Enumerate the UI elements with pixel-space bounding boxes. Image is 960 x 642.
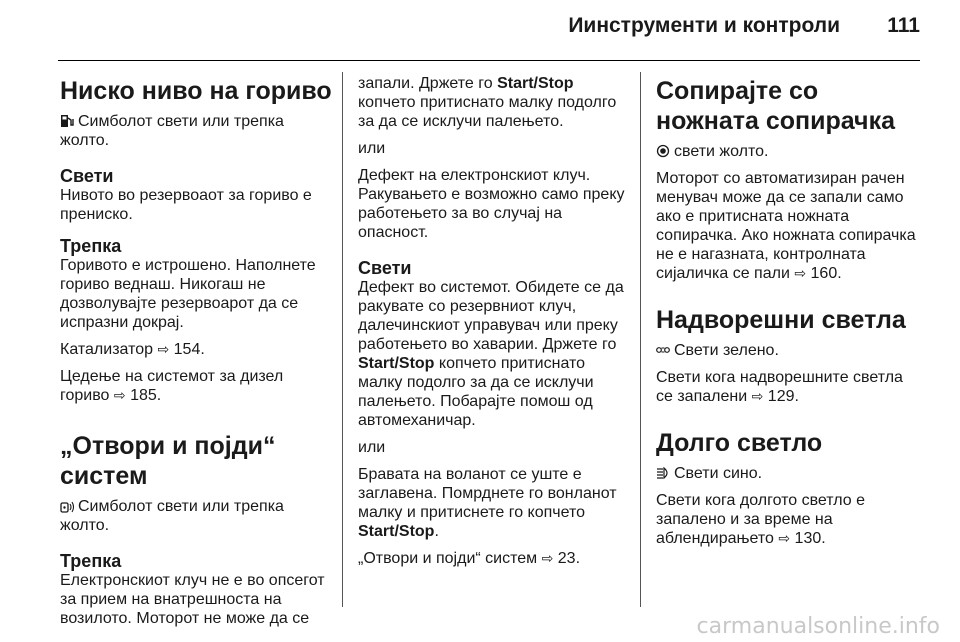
sveti-text: Нивото во резервоаот за гориво е прениско. bbox=[60, 187, 312, 223]
clutch-section-title: Сопирајте со ножната сопирачка bbox=[656, 77, 895, 135]
trepka2-heading: Трепка bbox=[60, 551, 122, 571]
page-reference-arrow: ⇨ bbox=[541, 550, 554, 566]
catalyst-page-link[interactable]: 154. bbox=[173, 341, 205, 358]
exterior-lights-icon bbox=[656, 343, 670, 357]
diesel-ref: Цедење на системот за дизел гориво ⇨ 185. bbox=[60, 368, 284, 404]
clutch-intro: свети жолто. bbox=[656, 142, 924, 161]
exterior-page-link[interactable]: 129. bbox=[767, 388, 799, 405]
diesel-page-link[interactable]: 185. bbox=[130, 387, 162, 404]
ili-1: или bbox=[358, 140, 386, 157]
fuel-intro: Симболот свети или трепка жолто. bbox=[60, 113, 284, 149]
highbeam-intro: Свети сино. bbox=[656, 464, 924, 483]
steering-text: Бравата на воланот се уште е заглавена. Помрднете го вонланот малку и притиснете го копчето Start/Stop. bbox=[358, 466, 617, 540]
page-reference-arrow: ⇨ bbox=[794, 265, 807, 281]
sveti2-heading: Свети bbox=[358, 258, 412, 278]
exterior-section-title: Надворешни светла bbox=[656, 306, 906, 334]
startstop-label: Start/Stop bbox=[497, 75, 574, 92]
openstart-section-title: „Отвори и појди“ систем bbox=[60, 432, 276, 490]
sveti-heading: Свети bbox=[60, 166, 114, 186]
fuel-pump-icon bbox=[60, 114, 74, 128]
highbeam-page-link[interactable]: 130. bbox=[794, 530, 826, 547]
trepka-text: Горивото е истрошено. Наполнете гориво веднаш. Никогаш не дозволувајте резервоарот да се испразни докрај. bbox=[60, 257, 316, 331]
openstart-intro: Симболот свети или трепка жолто. bbox=[60, 498, 284, 534]
brake-pedal-icon bbox=[656, 144, 670, 158]
page-reference-arrow: ⇨ bbox=[157, 341, 170, 357]
header-title: Иинструменти и контроли bbox=[568, 14, 840, 37]
column-3 bbox=[656, 76, 924, 556]
continued-text: запали. Држете го Start/Stop копчето притиснато малку подолго за да се исклучи палењето. bbox=[358, 75, 617, 130]
key-signal-icon bbox=[60, 499, 74, 513]
column-1 bbox=[60, 76, 332, 640]
highbeam-section-title: Долго светло bbox=[656, 429, 823, 457]
exterior-text: Свети кога надворешните светла се запалени ⇨ 129. bbox=[656, 369, 903, 405]
page-reference-arrow: ⇨ bbox=[778, 530, 791, 546]
defect1-text: Дефект на електронскиот клуч. Ракувањето е возможно само преку работењето за во случај на опасност. bbox=[358, 167, 625, 241]
page-reference-arrow: ⇨ bbox=[113, 387, 126, 403]
column-divider-1 bbox=[342, 72, 343, 607]
defect2-text: Дефект во системот. Обидете се да ракувате со резервниот клуч, далечинскиот управувач или преку работењето во хаварии. Држете го Start/Stop копчето притиснато малку подолго за да се исклучи палењето. Побарајте помош од автомеханичар. bbox=[358, 279, 624, 429]
trepka2-text: Електронскиот клуч не е во опсегот за прием на внатрешноста на возилото. Моторот не може да се bbox=[60, 572, 325, 627]
header-rule bbox=[58, 60, 920, 61]
highbeam-text: Свети кога долгото светло е запалено и за време на аблендирањето ⇨ 130. bbox=[656, 492, 866, 547]
column-2 bbox=[358, 74, 626, 576]
trepka-heading: Трепка bbox=[60, 236, 122, 256]
catalyst-ref: Катализатор ⇨ 154. bbox=[60, 341, 205, 358]
watermark: carmanualsonline.info bbox=[696, 614, 940, 639]
exterior-intro: Свети зелено. bbox=[656, 341, 924, 360]
clutch-page-link[interactable]: 160. bbox=[810, 265, 842, 282]
column-divider-2 bbox=[640, 72, 641, 607]
page-reference-arrow: ⇨ bbox=[751, 388, 764, 404]
ili-2: или bbox=[358, 439, 386, 456]
page-number: 111 bbox=[887, 14, 920, 37]
openstart-page-link[interactable]: 23. bbox=[557, 550, 581, 567]
startstop-label: Start/Stop bbox=[358, 523, 435, 540]
openstart-ref: „Отвори и појди“ систем ⇨ 23. bbox=[358, 550, 581, 567]
clutch-text: Моторот со автоматизиран рачен менувач може да се запали само ако е притисната ножната сопирачка. Ако ножната сопирачка не е нагазната, контролната сијаличка се пали ⇨ 160. bbox=[656, 170, 916, 282]
high-beam-icon bbox=[656, 466, 670, 480]
fuel-section-title: Ниско ниво на гориво bbox=[60, 77, 332, 105]
startstop-label: Start/Stop bbox=[358, 355, 435, 372]
